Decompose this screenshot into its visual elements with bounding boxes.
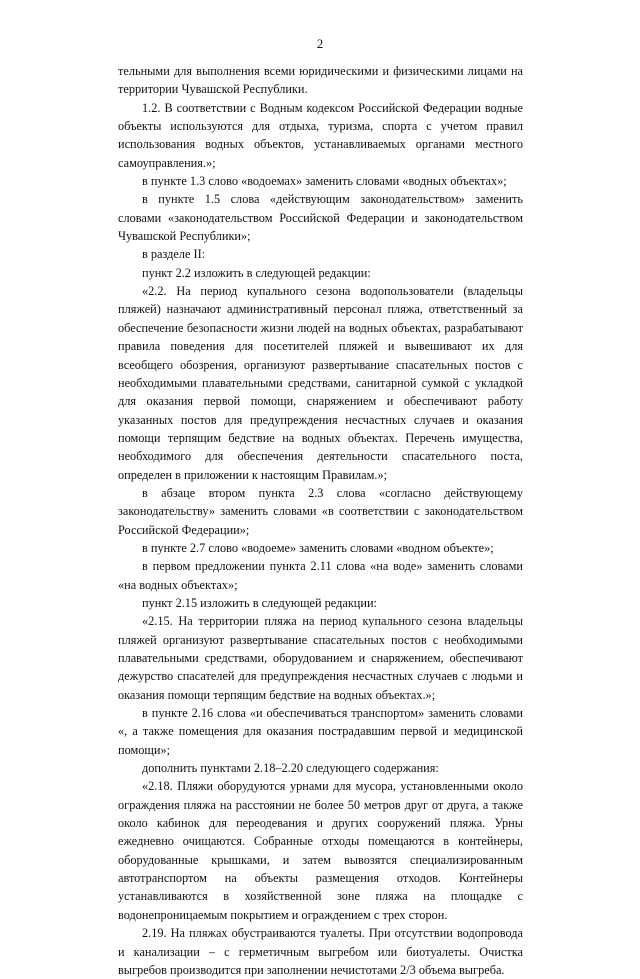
paragraph: 2.19. На пляжах обустраиваются туалеты. При отсутствии водопровода и канализации – с герметичным выгребом или биотуалеты. Очистка выгребов производится при заполнении нечистотами 2/3 объема выгреба. [118,926,523,977]
paragraph: «2.18. Пляжи оборудуются урнами для мусора, установленными около ограждения пляжа на расстоянии не более 50 метров друг от друга, а также около кабинок для переодевания и других сооружений пляжа. Урны ежедневно очищаются. Собранные отходы помещаются в контейнеры, оборудованные крышками, и затем вывозятся специализированным автотранспортом на объекты размещения отходов. Контейнеры устанавливаются в хозяйственной зоне пляжа на площадке с водонепроницаемым покрытием и ограждением с трех сторон. [118,779,523,922]
paragraph: «2.15. На территории пляжа на период купального сезона владельцы пляжей организуют развертывание спасательных постов с необходимыми плавательными средствами, оборудованием и снаряжением, обеспечивают дежурство спасателей для предупреждения несчастных случаев с людьми и оказания помощи терпящим бедствие на водных объектах.»; [118,614,523,702]
paragraph: 1.2. В соответствии с Водным кодексом Российской Федерации водные объекты используются для отдыха, туризма, спорта с учетом правил использования водных объектов, устанавливаемых органами местного самоуправления.»; [118,100,523,170]
paragraph: в разделе II: [142,247,206,262]
paragraph: «2.2. На период купального сезона водопользователи (владельцы пляжей) назначают административный персонал пляжа, ответственный за обеспечение безопасности жизни людей на водных объектах, разрабатывают правила поведения для посетителей пляжей и вывешивают их для всеобщего обозрения, организуют развертывание спасательных постов с необходимыми плавательными средствами, санитарной сумкой с укладкой для оказания первой помощи, снаряжением и обеспечивают работу указанных постов для предупреждения несчастных случаев и оказания помощи терпящим бедствие на водных объектах. Перечень имущества, необходимого для обеспечения деятельности спасательного поста, определен в приложении к настоящим Правилам.»; [118,284,523,482]
paragraph: пункт 2.15 изложить в следующей редакции: [142,595,377,610]
paragraph: в пункте 2.16 слова «и обеспечиваться транспортом» заменить словами «, а также помещения для оказания пострадавшим первой и медицинской помощи»; [118,706,523,757]
page-number: 2 [316,36,324,51]
paragraph: тельными для выполнения всеми юридическими и физическими лицами на территории Чувашской Республики. [118,64,523,97]
paragraph: в пункте 2.7 слово «водоеме» заменить словами «водном объекте»; [142,540,494,555]
paragraph: в первом предложении пункта 2.11 слова «на воде» заменить словами «на водных объектах»; [118,559,523,592]
paragraph: в пункте 1.5 слова «действующим законодательством» заменить словами «законодательством Российской Федерации и законодательством Чувашской Республики»; [118,192,523,244]
paragraph: в пункте 1.3 слово «водоемах» заменить словами «водных объектах»; [142,174,507,189]
paragraph: в абзаце втором пункта 2.3 слова «согласно действующему законодательству» заменить словами «в соответствии с законодательством Российской Федерации»; [118,485,523,537]
paragraph: пункт 2.2 изложить в следующей редакции: [142,265,371,280]
paragraph: дополнить пунктами 2.18–2.20 следующего содержания: [142,761,439,776]
document-body [118,62,523,979]
